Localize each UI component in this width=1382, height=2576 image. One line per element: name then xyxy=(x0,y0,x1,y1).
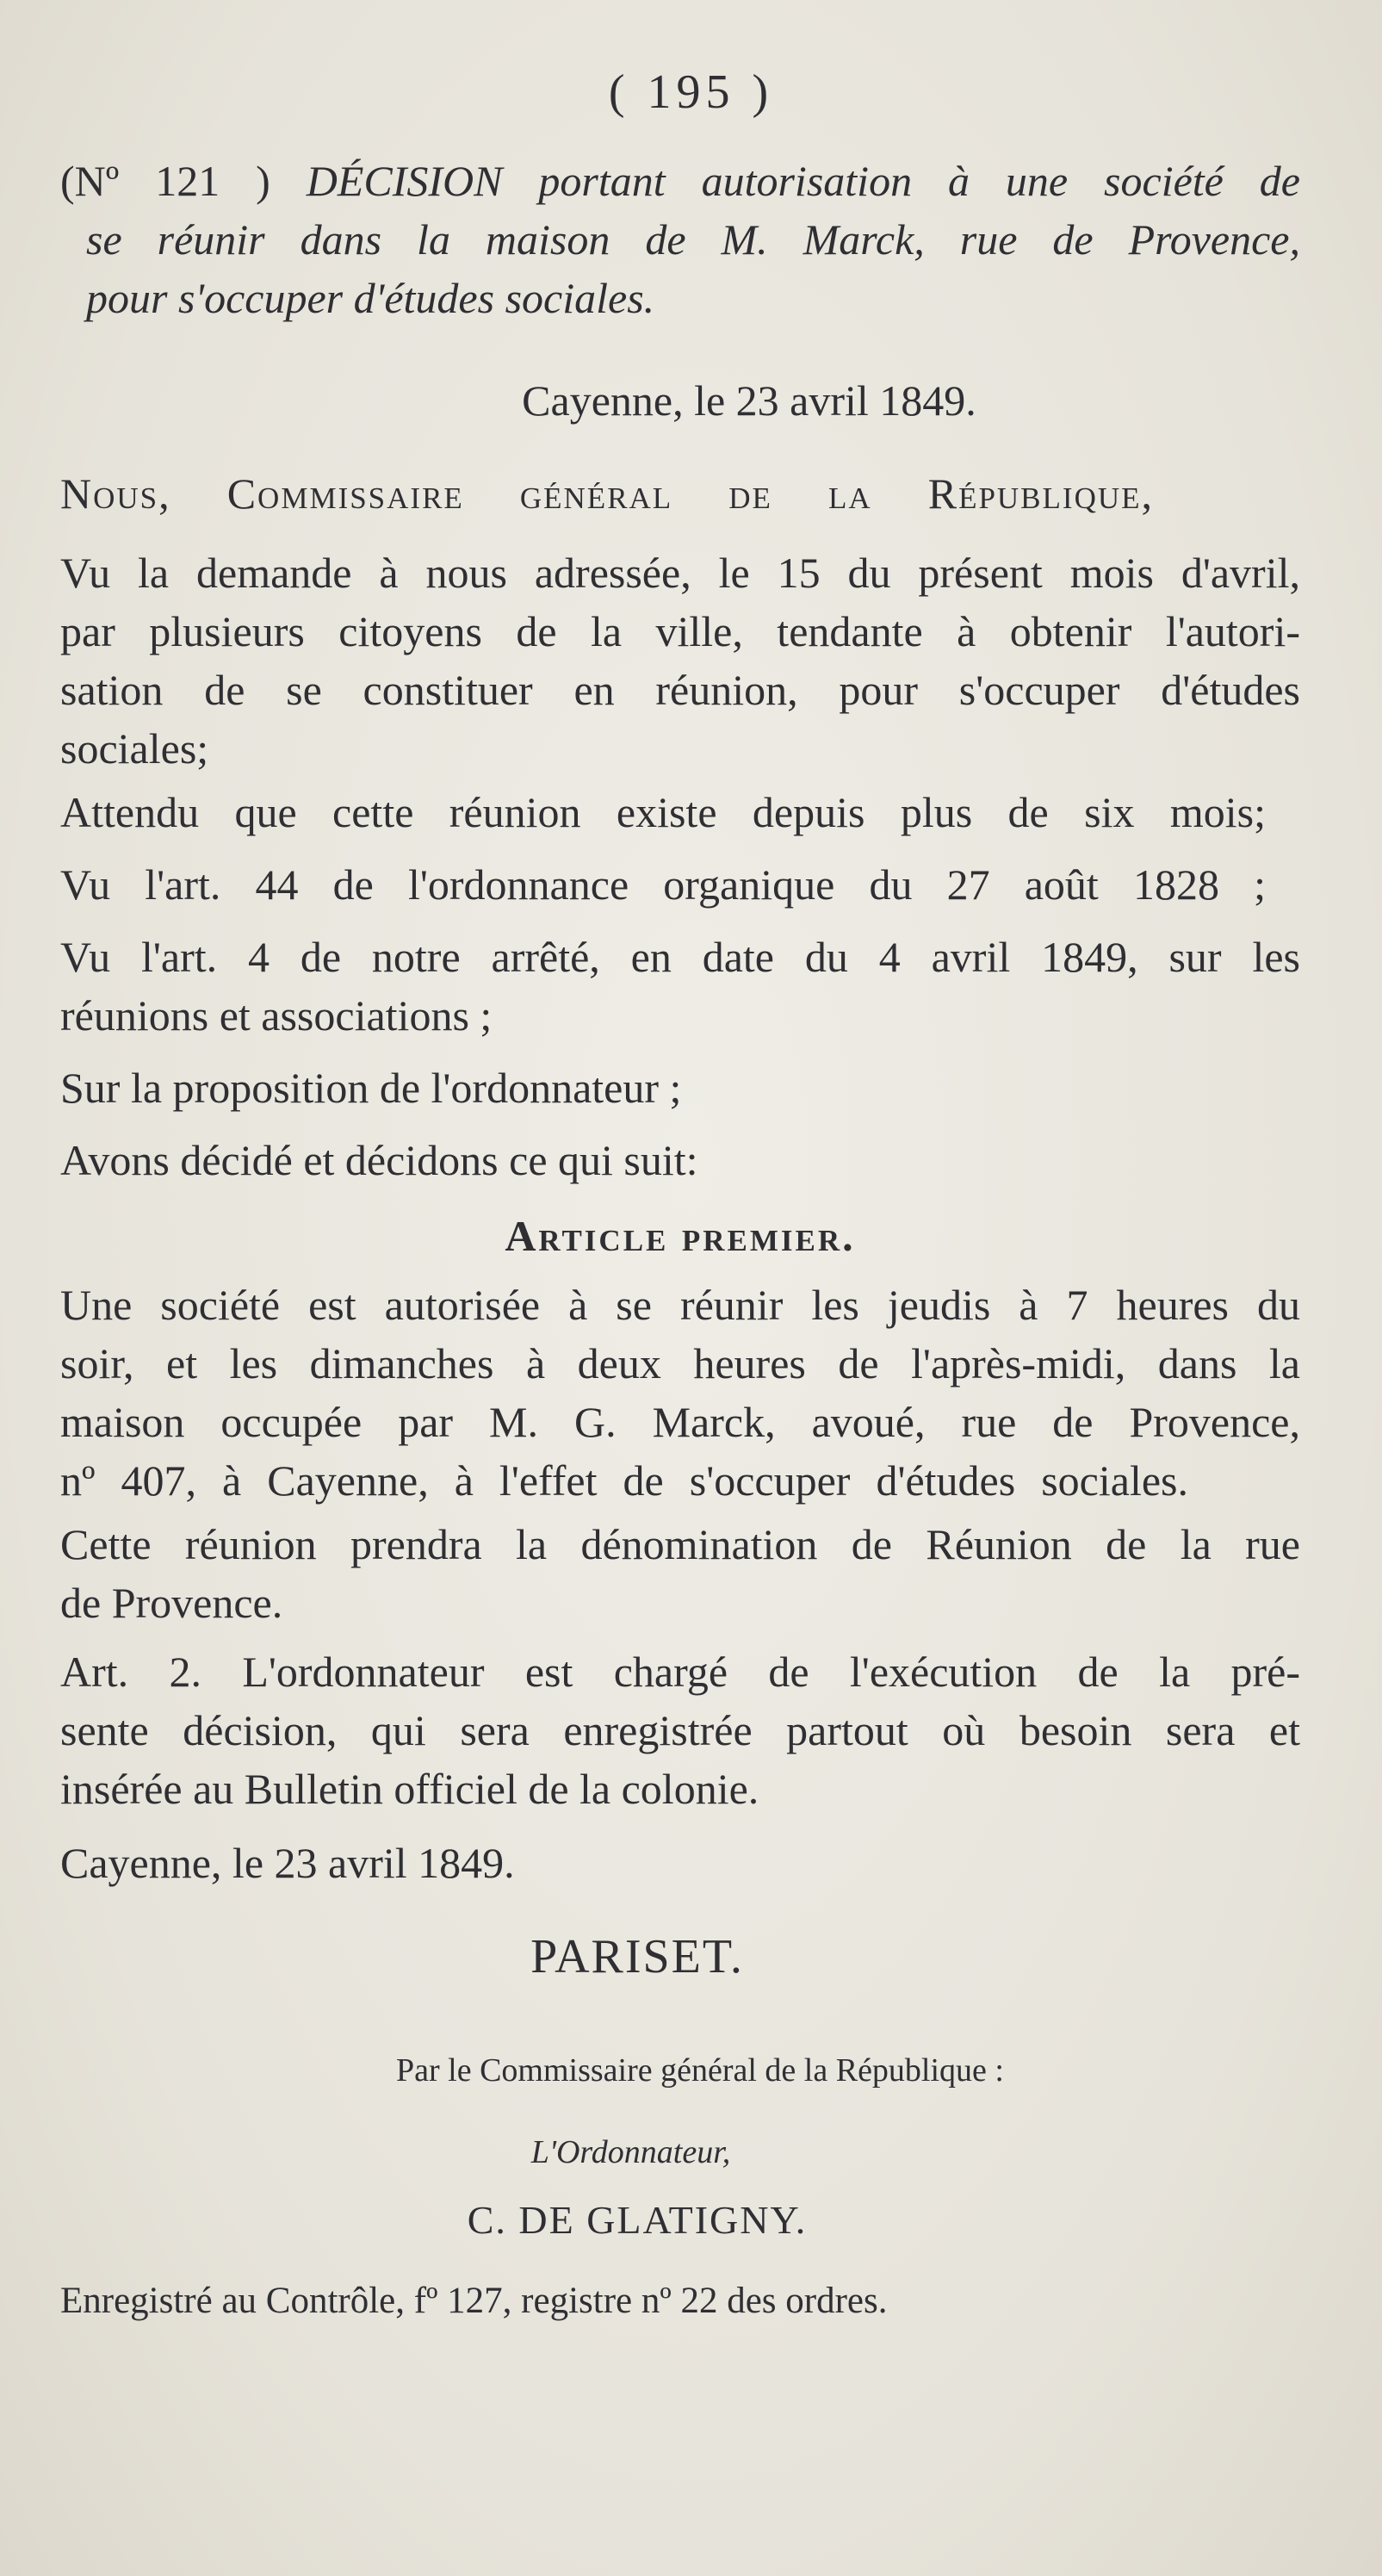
article-1-line: soir, et les dimanches à deux heures de l'après-midi, dans la xyxy=(60,1339,1300,1387)
ordonnateur-title: L'Ordonnateur, xyxy=(530,2134,731,2170)
consideration-line: sation de se constituer en réunion, pour s'occuper d'études xyxy=(60,666,1300,714)
decision-title-start: DÉCISION portant autorisation à une société de xyxy=(306,157,1300,205)
ordonnateur-name: C. DE GLATIGNY. xyxy=(467,2198,808,2242)
article-2-line: Art. 2. L'ordonnateur est chargé de l'exécution de la pré- xyxy=(60,1648,1300,1696)
closing-date: Cayenne, le 23 avril 1849. xyxy=(60,1839,515,1887)
page-number: ( 195 ) xyxy=(608,65,774,119)
article-1-title: Article premier. xyxy=(505,1212,856,1260)
place-date: Cayenne, le 23 avril 1849. xyxy=(522,376,976,425)
article-1-line: Une société est autorisée à se réunir les jeudis à 7 heures du xyxy=(60,1281,1300,1329)
authority-line: Nous, Commissaire général de la République, xyxy=(60,469,1154,518)
heading-line-3: pour s'occuper d'études sociales. xyxy=(86,274,655,322)
article-1-line: Cette réunion prendra la dénomination de Réunion de la rue xyxy=(60,1520,1300,1568)
by-line: Par le Commissaire général de la République : xyxy=(396,2052,1004,2089)
consideration-line: par plusieurs citoyens de la ville, tendante à obtenir l'autori- xyxy=(60,607,1300,655)
registration-note: Enregistré au Contrôle, fº 127, registre nº 22 des ordres. xyxy=(60,2281,888,2321)
signature-pariset: PARISET. xyxy=(530,1930,744,1983)
heading-line-2: se réunir dans la maison de M. Marck, rue de Provence, xyxy=(86,215,1300,264)
consideration-line: Vu l'art. 4 de notre arrêté, en date du 4 avril 1849, sur les xyxy=(60,933,1300,981)
article-2-line: sente décision, qui sera enregistrée partout où besoin sera et xyxy=(60,1706,1300,1754)
consideration-line: Vu l'art. 44 de l'ordonnance organique du 27 août 1828 ; xyxy=(60,860,1266,909)
article-1-line: nº 407, à Cayenne, à l'effet de s'occuper d'études sociales. xyxy=(60,1456,1188,1505)
consideration-line: Attendu que cette réunion existe depuis plus de six mois; xyxy=(60,788,1266,836)
consideration-line: réunions et associations ; xyxy=(60,991,493,1040)
article-1-line: maison occupée par M. G. Marck, avoué, rue de Provence, xyxy=(60,1398,1300,1446)
article-2-line: insérée au Bulletin officiel de la colonie. xyxy=(60,1765,759,1813)
heading-line-1 xyxy=(60,157,1300,205)
article-1-line: de Provence. xyxy=(60,1579,283,1627)
decision-formula: Avons décidé et décidons ce qui suit: xyxy=(60,1136,698,1184)
consideration-line: Vu la demande à nous adressée, le 15 du présent mois d'avril, xyxy=(60,549,1300,597)
decision-number: (Nº 121 ) xyxy=(60,157,270,205)
consideration-line: Sur la proposition de l'ordonnateur ; xyxy=(60,1064,682,1112)
consideration-line: sociales; xyxy=(60,724,209,773)
